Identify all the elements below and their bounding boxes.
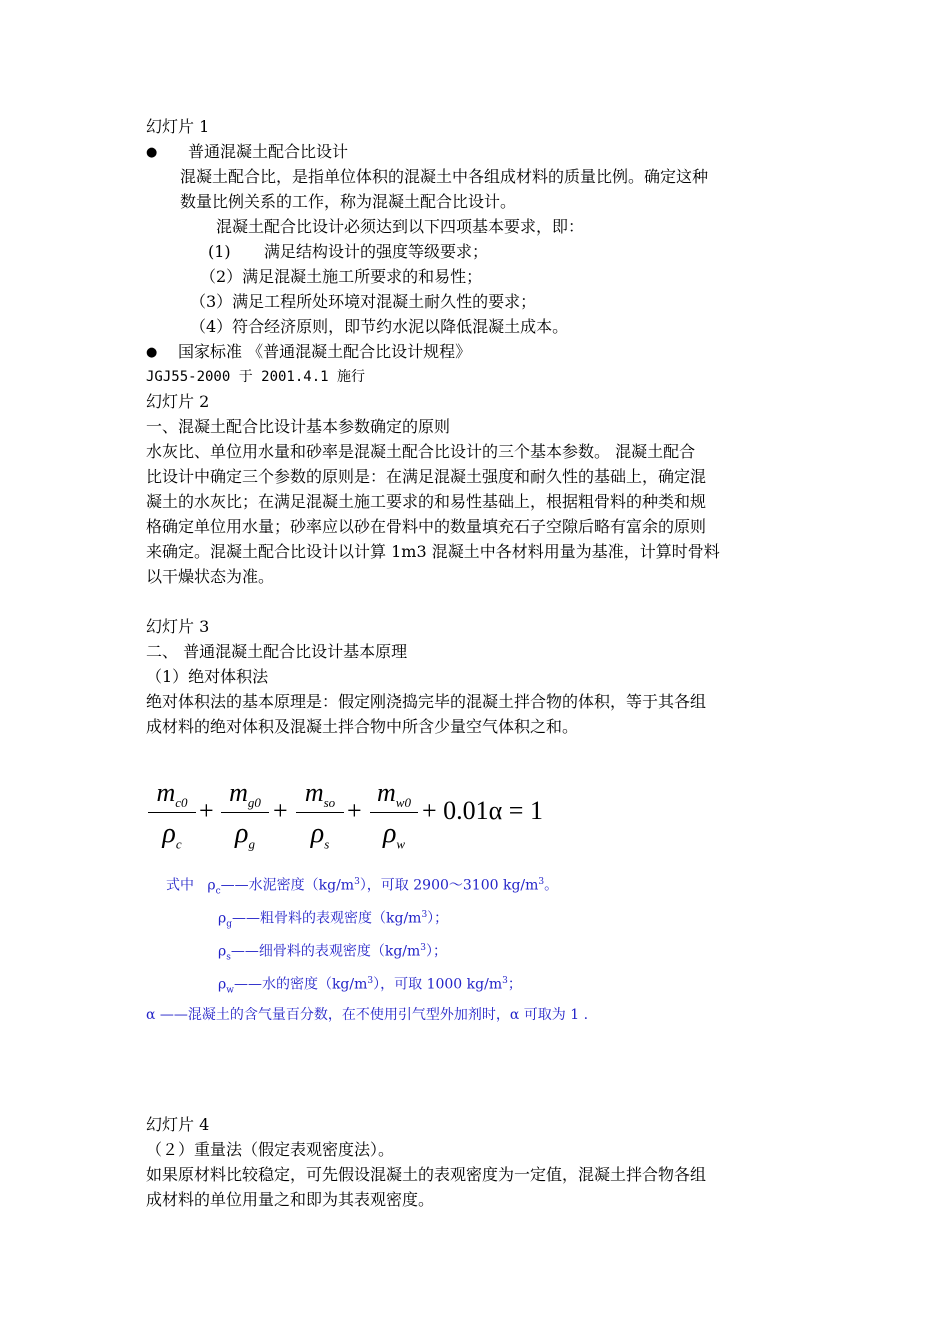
note-cement-density: 式中 $\rho_c——$水泥密度$(kg/m^3)$，可取 2900～3100 $kg/m^3$。: [166, 877, 559, 897]
slide1-heading: 幻灯片 1: [146, 117, 210, 136]
slide2-heading: 幻灯片 2: [146, 392, 210, 411]
slide3-section-title: 二、 普通混凝土配合比设计基本原理: [146, 642, 408, 661]
slide2-paragraph-line: 比设计中确定三个参数的原则是：在满足混凝土强度和耐久性的基础上，确定混: [146, 467, 707, 486]
bullet1-title: 普通混凝土配合比设计: [188, 142, 349, 161]
standard-line: JGJ55-2000 于 2001.4.1 施行: [146, 369, 366, 385]
requirement2: （2）满足混凝土施工所要求的和易性；: [200, 267, 483, 286]
formula-tail: + 0.01α = 1: [422, 796, 543, 825]
bullet-icon: ●: [146, 345, 158, 360]
slide2-section-title: 一、混凝土配合比设计基本参数确定的原则: [146, 417, 451, 436]
slide3-subsection: （1）绝对体积法: [146, 667, 269, 686]
requirement1-number: (1): [208, 242, 231, 261]
requirements-intro: 混凝土配合比设计必须达到以下四项基本要求，即：: [216, 217, 585, 236]
note-air-content: α ——混凝土的含气量百分数，在不使用引气型外加剂时，α 可取为 1 .: [146, 1007, 589, 1023]
bullet-icon: ●: [146, 145, 158, 160]
slide2-paragraph-line: 格确定单位用水量；砂率应以砂在骨料中的数量填充石子空隙后略有富余的原则: [146, 517, 707, 536]
note-fine-aggregate-density: $\rho_s——$细骨料的表观密度$(kg/m^3)$；: [218, 943, 448, 963]
requirement4: （4）符合经济原则，即节约水泥以降低混凝土成本。: [190, 317, 569, 336]
requirement3: （3）满足工程所处环境对混凝土耐久性的要求；: [190, 292, 537, 311]
note-water-density: $\rho_w——$水的密度$(kg/m^3)$，可取 1000 $kg/m^3$；: [218, 976, 522, 996]
slide2-paragraph-line: 以干燥状态为准。: [146, 567, 275, 586]
definition-line1: 混凝土配合比，是指单位体积的混凝土中各组成材料的质量比例。确定这种: [180, 167, 709, 186]
slide3-paragraph-line1: 绝对体积法的基本原理是：假定刚浇捣完毕的混凝土拌合物的体积，等于其各组: [146, 692, 707, 711]
bullet2-title: 国家标准 《普通混凝土配合比设计规程》: [178, 342, 472, 361]
note-coarse-aggregate-density: $\rho_g——$粗骨料的表观密度$(kg/m^3)$；: [218, 910, 449, 930]
definition-line2: 数量比例关系的工作，称为混凝土配合比设计。: [180, 192, 517, 211]
slide3-paragraph-line2: 成材料的绝对体积及混凝土拌合物中所含少量空气体积之和。: [146, 717, 579, 736]
slide3-heading: 幻灯片 3: [146, 617, 210, 636]
plus-sign: +: [273, 796, 288, 825]
slide2-paragraph-line: 水灰比、单位用水量和砂率是混凝土配合比设计的三个基本参数。 混凝土配合: [146, 442, 696, 461]
plus-sign: +: [199, 796, 214, 825]
plus-sign: +: [347, 796, 362, 825]
slide4-paragraph-line1: 如果原材料比较稳定，可先假设混凝土的表观密度为一定值，混凝土拌合物各组: [146, 1165, 707, 1184]
slide4-paragraph-line2: 成材料的单位用量之和即为其表观密度。: [146, 1190, 435, 1209]
slide2-paragraph-line: 来确定。混凝土配合比设计以计算 1m3 混凝土中各材料用量为基准，计算时骨料: [146, 542, 720, 561]
slide4-section-title: （２）重量法（假定表观密度法）。: [146, 1140, 395, 1159]
requirement1-text: 满足结构设计的强度等级要求；: [264, 242, 489, 261]
slide4-heading: 幻灯片 4: [146, 1115, 210, 1134]
slide2-paragraph-line: 凝土的水灰比；在满足混凝土施工要求的和易性基础上，根据粗骨料的种类和规: [146, 492, 707, 511]
